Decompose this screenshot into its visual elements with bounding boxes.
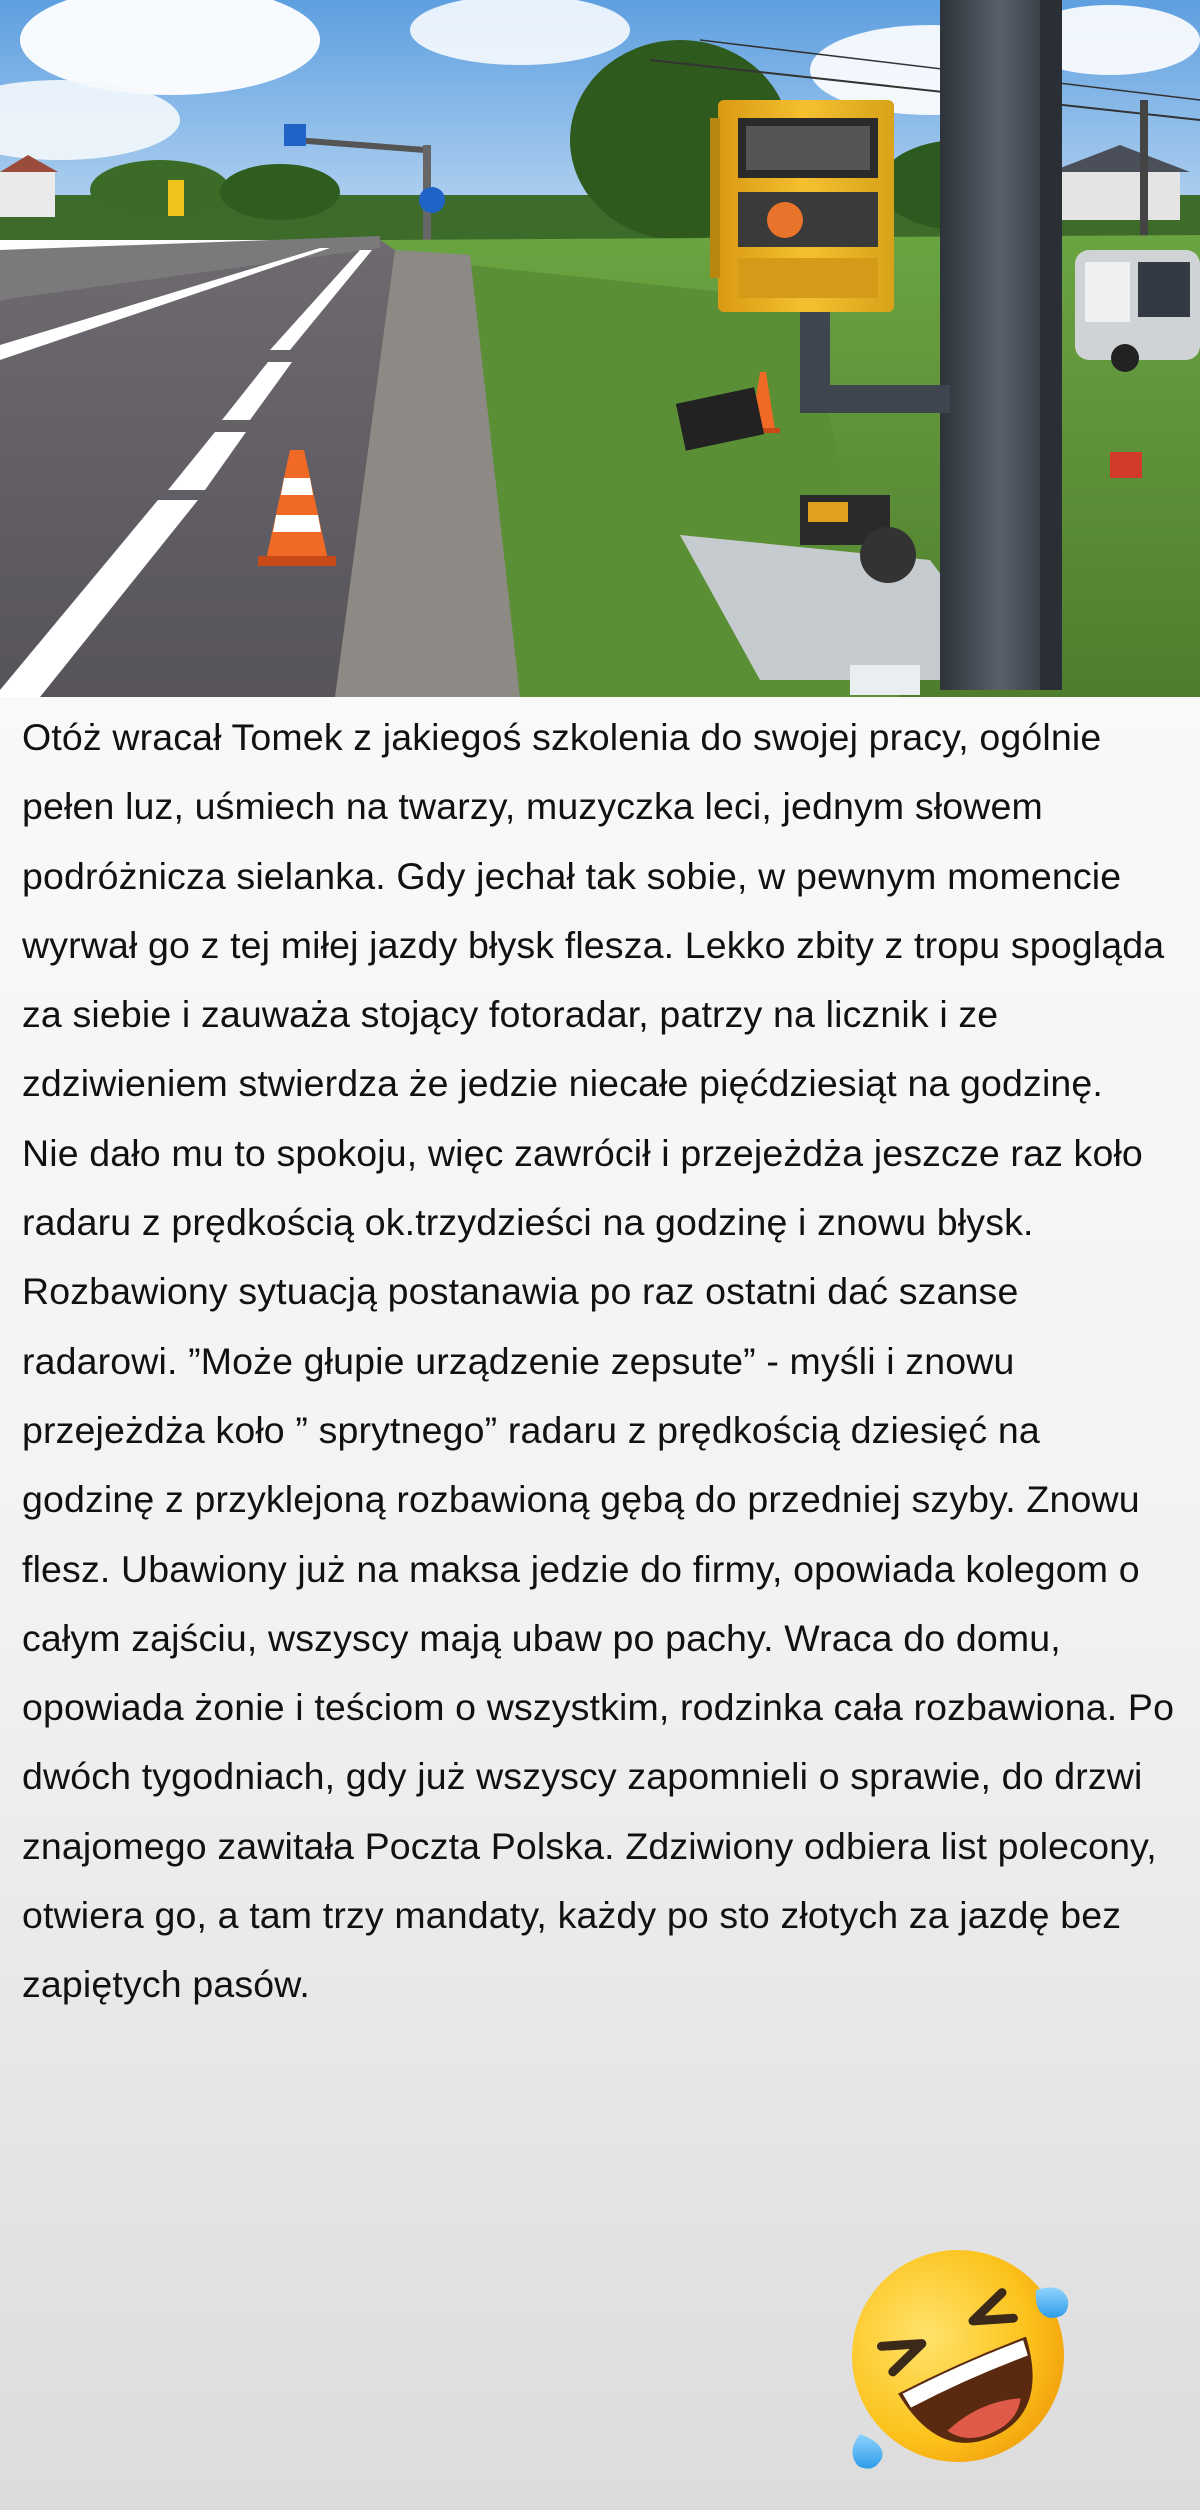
speed-camera-photo	[0, 0, 1200, 697]
parked-van	[1075, 250, 1200, 372]
pedestrian-crossing-sign	[284, 124, 306, 146]
direction-sign	[419, 187, 445, 213]
rolling-on-the-floor-laughing-icon	[840, 2238, 1076, 2474]
tree	[90, 160, 230, 220]
speed-camera-box	[710, 100, 894, 312]
story-paragraph: Nie dało mu to spokoju, więc zawrócił i przejeżdża jeszcze raz koło radaru z prędkością ok.trzydzieści na godzinę i znowu błysk. Rozbawiony sytuacją postanawia po raz ostatni dać szanse radarowi. ”Może głupie urządzenie zepsute” - myśli i znowu przejeżdża koło ” sprytnego” radaru z prędkością dziesięć na godzinę z przyklejoną rozbawioną gębą do przedniej szyby. Znowu flesz. Ubawiony już na maksa jedzie do firmy, opowiada kolegom o całym zajściu, wszyscy mają ubaw po pachy. Wraca do domu, opowiada żonie i teściom o wszystkim, rodzinka cała rozbawiona. Po dwóch tygodniach, gdy już wszyscy zapomnieli o sprawie, do drzwi znajomego zawitała Poczta Polska. Zdziwiony odbiera list polecony, otwiera go, a tam trzy mandaty, każdy po sto złotych za jazdę bez zapiętych pasów.	[22, 1131, 1175, 2006]
story-paragraph: Otóż wracał Tomek z jakiegoś szkolenia do swojej pracy, ogólnie pełen luz, uśmiech na twarzy, muzyczka leci, jednym słowem podróżnicza sielanka. Gdy jechał tak sobie, w pewnym momencie wyrwał go z tej miłej jazdy błysk flesza. Lekko zbity z tropu spogląda za siebie i zauważa stojący fotoradar, patrzy na licznik i ze zdziwieniem stwierdza że jedzie niecałe pięćdziesiąt na godzinę.	[22, 716, 1165, 1105]
house	[1060, 170, 1180, 220]
house	[0, 172, 55, 217]
tree	[220, 164, 340, 220]
story-text	[22, 703, 1182, 2020]
